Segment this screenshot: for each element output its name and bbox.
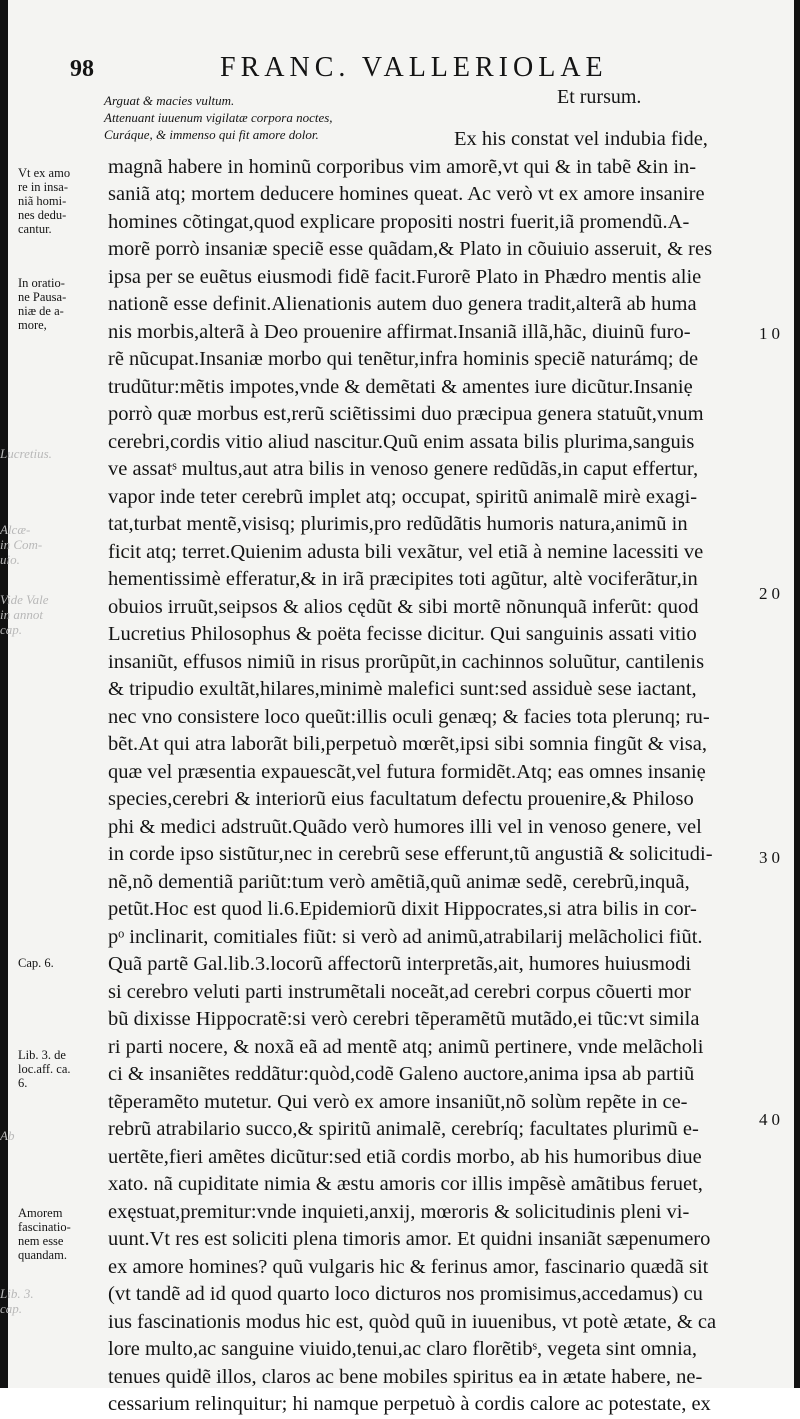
line-number: 20	[759, 584, 784, 603]
margin-note	[18, 956, 108, 970]
margin-note-line: 6.	[18, 1076, 28, 1090]
text-line: bũ dixisse Hippocratẽ:si verò cerebri tẽperamẽtũ mutãdo,ei tũc:vt simila	[108, 1008, 700, 1030]
bleed-line: Lib. 3.	[0, 1286, 34, 1301]
margin-note-line: nem esse	[18, 1234, 64, 1248]
bleed-line: Alcæ-	[0, 522, 31, 537]
margin-note-line: Vt ex amo	[18, 166, 71, 180]
verse-line: Arguat & macies vultum.	[104, 93, 235, 108]
text-line: homines cõtingat,quod explicare propositi nostri fuerit,iã promendũ.A-	[108, 210, 690, 233]
margin-note-line: loc.aff. ca.	[18, 1062, 71, 1076]
text-line: vapor inde teter cerebrũ implet atq; occupat, spiritũ animalẽ mirè exagi-	[108, 485, 698, 508]
text-line: Quã partẽ Gal.lib.3.locorũ affectorũ interpretãs,ait, humores huiusmodi	[108, 953, 692, 975]
bleed-line: Vide Vale	[0, 592, 49, 607]
text-line: Lucretius Philosophus & poëta fecisse dicitur. Qui sanguinis assati vitio	[108, 623, 697, 645]
margin-note-line: niæ de a-	[18, 304, 64, 318]
margin-note-line: more,	[18, 318, 47, 332]
text-line: ius fascinationis modus hic est, quòd quũ in iuuenibus, vt potè ætate, & ca	[108, 1310, 717, 1333]
text-line: bẽt.At qui atra laborãt bili,perpetuò mœrẽt,ipsi sibi somnia fingũt & visa,	[108, 733, 707, 755]
text-line: tenues quidẽ illos, claros ac bene mobiles spiritus ea in ætate habere, ne-	[108, 1365, 703, 1388]
bleed-line: cap.	[0, 622, 23, 637]
text-line: morẽ porrò insaniæ speciẽ esse quãdam,& Plato in cõuiuio asseruit, & res	[108, 238, 713, 260]
line-number: 40	[759, 1110, 784, 1129]
page-edge-left	[0, 0, 8, 1388]
text-line: hementissimè efferatur,& in irã præcipites toti agũtur, altè vociferãtur,in	[108, 568, 698, 590]
text-line: tat,turbat mentẽ,visisq; plurimis,pro redũdãtis humoris natura,animũ in	[108, 513, 688, 535]
margin-note-line: In oratio-	[18, 276, 65, 290]
margin-note-line: Amorem	[18, 1206, 63, 1220]
text-line: rebrũ atrabilario succo,& spiritũ animalẽ, cerebríq; facultates plurimũ e-	[108, 1118, 699, 1140]
text-line: ve assatˢ multus,aut atra bilis in venoso genere redũdãs,in caput effertur,	[108, 458, 699, 480]
text-line: trudũtur:mẽtis impotes,vnde & demẽtati & amentes iure dicũtur.Insaniẹ	[108, 375, 693, 398]
page-header	[70, 52, 760, 86]
et-rursum-label: Et rursum.	[557, 86, 642, 108]
margin-note-line: niã homi-	[18, 194, 67, 208]
margin-note	[18, 276, 108, 332]
margin-note-line: Cap. 6.	[18, 956, 54, 970]
text-line: pᵒ inclinarit, comitiales fiũt: si verò ad animũ,atrabilarij melãcholici fiũt.	[108, 925, 703, 948]
bleed-line: cap.	[0, 1301, 23, 1316]
text-line: (vt tandẽ ad id quod quarto loco dicturos nos promisimus,accedamus) cu	[108, 1283, 703, 1305]
bleed-through-text	[0, 522, 120, 567]
page-number: 98	[70, 56, 94, 82]
margin-note	[18, 1206, 108, 1262]
bleed-through-text	[0, 1286, 120, 1316]
text-line: cerebri,cordis vitio aliud nascitur.Quũ enim assata bilis plurima,sanguis	[108, 430, 695, 453]
text-line: xato. nã cupiditate nimia & æstu amoris cor illis impẽsè amãtibus feruet,	[108, 1173, 703, 1195]
text-line: magnã habere in hominũ corporibus vim amorẽ,vt qui & in tabẽ &in in-	[108, 155, 697, 178]
margin-note-line: nes dedu-	[18, 208, 67, 222]
bleed-line: uio.	[0, 552, 20, 567]
text-line: rẽ nũcupat.Insaniæ morbo qui tenẽtur,infra hominis speciẽ naturámq; de	[108, 348, 699, 370]
bleed-line: Lucretius.	[0, 446, 52, 461]
text-line: Ex his constat vel indubia fide,	[454, 128, 708, 150]
text-line: tẽperamẽto mutetur. Qui verò ex amore insaniũt,nõ solùm repẽte in ce-	[108, 1090, 688, 1113]
text-line: exęstuat,premitur:vnde inquieti,anxij, mœroris & solicitudinis pleni vi-	[108, 1200, 690, 1223]
text-line: insaniũt, effusos nimiũ in risus prorũpũt,in cachinnos soluũtur, cantilenis	[108, 650, 705, 673]
bleed-line: in annot	[0, 607, 43, 622]
text-line: nẽ,nõ dementiã pariũt:tum verò amẽtiã,quũ animæ sedẽ, cerebrũ,inquã,	[108, 870, 690, 893]
bleed-through-text	[0, 446, 120, 461]
running-head: FRANC. VALLERIOLAE	[220, 52, 608, 83]
bleed-through-text	[0, 592, 120, 637]
text-line: saniã atq; mortem deducere homines queat. Ac verò vt ex amore insanire	[108, 183, 705, 205]
margin-note-line: ne Pausa-	[18, 290, 67, 304]
bleed-line: in Com-	[0, 537, 43, 552]
text-line: porrò quæ morbus est,rerũ sciẽtissimi duo præcipua genera statuũt,vnum	[108, 403, 704, 425]
text-line: petũt.Hoc est quod li.6.Epidemiorũ dixit Hippocrates,si atra bilis in cor-	[108, 898, 697, 920]
margin-note-line: re in insa-	[18, 180, 68, 194]
text-line: ex amore homines? quũ vulgaris hic & ferinus amor, fascinario quædã sit	[108, 1255, 709, 1278]
text-line: obuios irruũt,seipsos & alios cędũt & sibi mortẽ nõnunquã inferũt: quod	[108, 595, 699, 618]
margin-note-line: fascinatio-	[18, 1220, 71, 1234]
text-line: si cerebro veluti parti instrumẽtali noceãt,ad cerebri corpus cõuerti mor	[108, 980, 691, 1003]
text-line: cessarium relinquitur; hi namque perpetuò à cordis calore ac potestate, ex	[108, 1393, 711, 1415]
bleed-line: Ab	[0, 1128, 15, 1143]
text-line: uertẽte,fieri amẽtes dicũtur:sed etiã cordis morbo, ab his humoribus diue	[108, 1145, 702, 1168]
text-line: & tripudio exultãt,hilares,minimè malefici sunt:sed assiduè sese iactant,	[108, 678, 697, 700]
text-line: species,cerebri & interiorũ eius facultatum defectu prouenire,& Philoso	[108, 788, 694, 810]
text-line: nec vno consistere loco queũt:illis oculi genæq; & facies tota plerunq; ru-	[108, 705, 710, 728]
text-line: quæ vel præsentia expauescãt,vel futura formidẽt.Atq; eas omnes insaniẹ	[108, 760, 706, 783]
margin-note-line: Lib. 3. de	[18, 1048, 66, 1062]
line-number: 10	[759, 324, 784, 343]
verse-line: Attenuant iuuenum vigilatæ corpora noctes,	[104, 110, 333, 125]
body-text	[108, 126, 738, 1419]
text-line: nis morbis,alterã à Deo prouenire affirmat.Insaniã illã,hãc, diuinũ furo-	[108, 320, 691, 343]
bleed-through-text	[0, 1128, 120, 1143]
line-number: 30	[759, 848, 784, 867]
text-line: ipsa per se euẽtus eiusmodi fidẽ facit.Furorẽ Plato in Phædro mentis alie	[108, 265, 702, 288]
text-line: nationẽ esse definit.Alienationis autem duo genera tradit,alterã ab huma	[108, 293, 697, 315]
margin-note-line: quandam.	[18, 1248, 67, 1262]
text-line: uunt.Vt res est soliciti plena timoris amor. Et quidni insaniãt sæpenumero	[108, 1228, 711, 1250]
text-line: ri parti nocere, & noxã eã ad mentẽ atq; animũ pertinere, vnde melãcholi	[108, 1035, 704, 1058]
margin-note-line: cantur.	[18, 222, 52, 236]
text-line: ficit atq; terret.Quienim adusta bili vexãtur, vel etiã à nemine lacessiti ve	[108, 540, 704, 563]
text-line: lore multo,ac sanguine viuido,tenui,ac claro florẽtibˢ, vegeta sint omnia,	[108, 1338, 697, 1360]
page-edge-right	[794, 0, 800, 1388]
verse-line: Curáque, & immenso qui fit amore dolor.	[104, 127, 319, 142]
text-line: phi & medici adstruũt.Quãdo verò humores illi vel in venoso genere, vel	[108, 815, 702, 838]
margin-note	[18, 1048, 108, 1090]
margin-note	[18, 166, 108, 236]
text-line: ci & insaniẽtes reddãtur:quòd,codẽ Galeno auctore,anima ipsa ab partiũ	[108, 1063, 695, 1085]
text-line: in corde ipso sistũtur,nec in cerebrũ sese efferunt,tũ angustiã & solicitudi-	[108, 843, 713, 865]
